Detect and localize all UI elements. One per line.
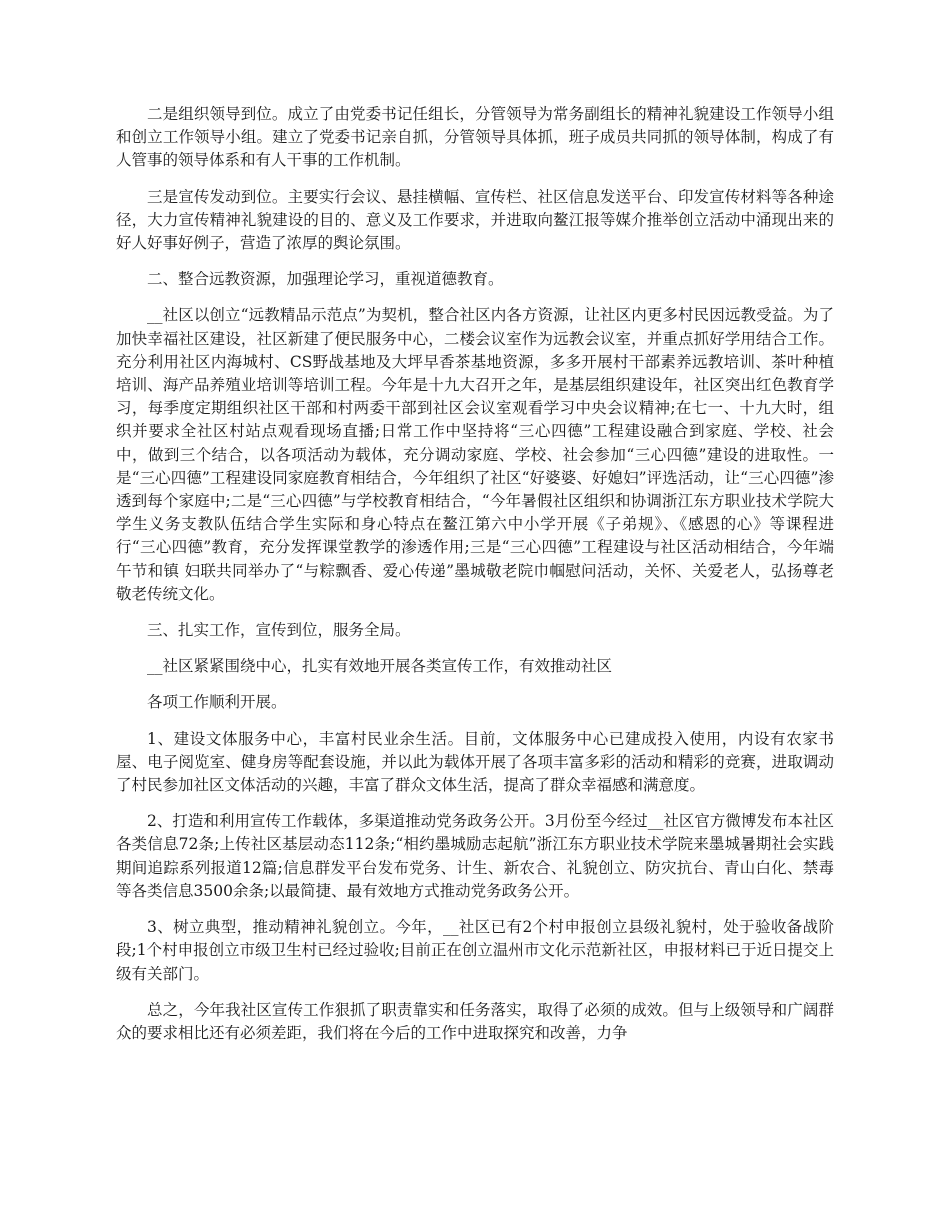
- section-heading-2: 二、整合远教资源，加强理论学习，重视道德教育。: [147, 270, 504, 289]
- paragraph-work-progress: 各项工作顺利开展。: [147, 693, 287, 712]
- paragraph-remote-education: __社区以创立“远教精品示范点”为契机，整合社区内各方资源，让社区内更多村民因远教受益。为了加快幸福社区建设，社区新建了便民服务中心，二楼会议室作为远教会议室，并重点抓好学用结合工作。充分利用社区内海城村、CS野战基地及大坪早香茶基地资源，多多开展村干部素养远教培训、茶叶种植培训、海产品养殖业培训等培训工程。今年是十九大召开之年，是基层组织建设年，社区突出红色教育学习，每季度定期组织社区干部和村两委干部到社区会议室观看学习中央会议精神;在七一、十九大时，组织并要求全社区村站点观看现场直播;日常工作中坚持将“三心四德”工程建设融合到家庭、学校、社会中，做到三个结合，以各项活动为载体，充分调动家庭、学校、社会参加“三心四德”建设的进取性。一是“三心四德”工程建设同家庭教育相结合，今年组织了社区“好婆婆、好媳妇”评选活动，让“三心四德”渗透到每个家庭中;二是“三心四德”与学校教育相结合，“今年暑假社区组织和协调浙江东方职业技术学院大学生义务支教队伍结合学生实际和身心特点在鳌江第六中小学开展《子弟规》、《感恩的心》等课程进行“三心四德”教育，充分发挥课堂教学的渗透作用;三是“三心四德”工程建设与社区活动相结合，今年端午节和镇 妇联共同举办了“与粽飘香、爱心传递”墨城敬老院巾帼慰问活动，关怀、关爱老人，弘扬尊老敬老传统文化。: [116, 306, 834, 603]
- document-body: [116, 103, 834, 1058]
- section-heading-3: 三、扎实工作，宣传到位，服务全局。: [147, 621, 411, 640]
- paragraph-community-publicity: __社区紧紧围绕中心，扎实有效地开展各类宣传工作，有效推动社区: [147, 657, 613, 676]
- paragraph-publicity-mobilization: 三是宣传发动到位。主要实行会议、悬挂横幅、宣传栏、社区信息发送平台、印发宣传材料等各种途径，大力宣传精神礼貌建设的目的、意义及工作要求，并进取向鳌江报等媒介推举创立活动中涌现出来的好人好事好例子，营造了浓厚的舆论氛围。: [116, 187, 834, 253]
- paragraph-summary: 总之，今年我社区宣传工作狠抓了职责靠实和任务落实，取得了必须的成效。但与上级领导和广阔群众的要求相比还有必须差距，我们将在今后的工作中进取探究和改善，力争: [116, 1000, 834, 1042]
- paragraph-item-3: 3、树立典型，推动精神礼貌创立。今年，__社区已有2个村申报创立县级礼貌村，处于验收备战阶段;1个村申报创立市级卫生村已经过验收;目前正在创立温州市文化示范新社区，申报材料已于近日提交上级有关部门。: [116, 918, 834, 983]
- paragraph-item-1: 1、建设文体服务中心，丰富村民业余生活。目前，文体服务中心已建成投入使用，内设有农家书屋、电子阅览室、健身房等配套设施，并以此为载体开展了各项丰富多彩的活动和精彩的竞赛，进取调动了村民参加社区文体活动的兴趣，丰富了群众文体生活，提高了群众幸福感和满意度。: [116, 729, 834, 795]
- paragraph-organization-leadership: 二是组织领导到位。成立了由党委书记任组长，分管领导为常务副组长的精神礼貌建设工作领导小组和创立工作领导小组。建立了党委书记亲自抓，分管领导具体抓，班子成员共同抓的领导体制，构成了有人管事的领导体系和有人干事的工作机制。: [116, 105, 834, 170]
- paragraph-item-2: 2、打造和利用宣传工作载体，多渠道推动党务政务公开。3月份至今经过__社区官方微博发布本社区各类信息72条;上传社区基层动态112条;“相约墨城励志起航”浙江东方职业技术学院来墨城暑期社会实践期间追踪系列报道12篇;信息群发平台发布党务、计生、新农合、礼貌创立、防灾抗台、青山白化、禁毒等各类信息3500余条;以最简捷、最有效地方式推动党务政务公开。: [116, 812, 834, 900]
